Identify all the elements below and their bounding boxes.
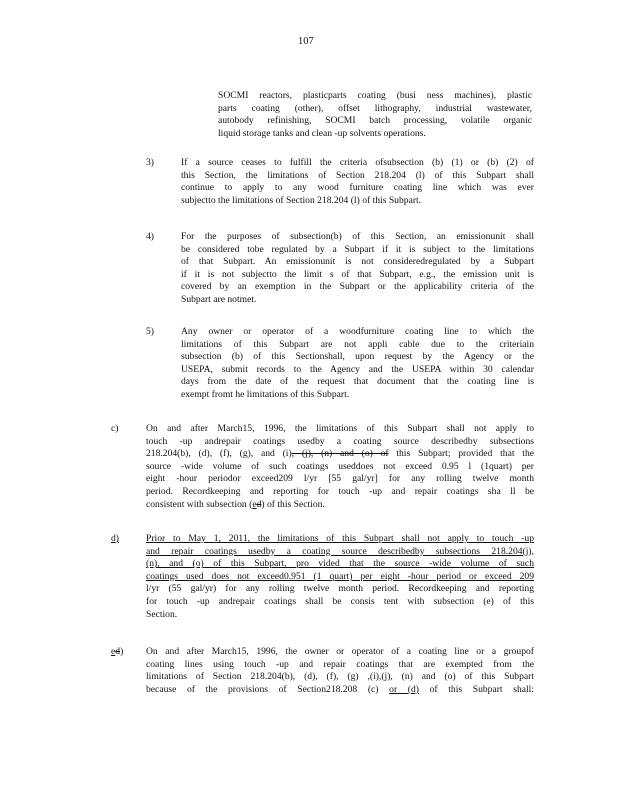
text-run: consistent with subsection ( xyxy=(146,498,253,510)
text-line: USEPA, submit records to the Agency and the USEPA within 30 calendar xyxy=(181,363,534,375)
inserted-text: e xyxy=(111,646,116,657)
text-line: l/yr (55 gal/yr) for any rolling twelve month period. Recordkeeping and reporting xyxy=(146,583,534,595)
deleted-text: d xyxy=(256,498,262,510)
text-run: 218.204(b), (d), (f), (g), and (i) xyxy=(146,448,292,460)
text-line: On and after March15, 1996, the owner or operator of a coating line or a groupof xyxy=(146,646,534,657)
text-line: Any owner or operator of a woodfurniture coating line to which the xyxy=(181,326,534,337)
inserted-line: Prior to May 1, 2011, the limitations of this Subpart shall not apply to touch -up xyxy=(146,533,534,544)
item-5-marker: 5) xyxy=(146,326,154,337)
item-e-marker xyxy=(111,646,123,659)
continuation-paragraph xyxy=(218,90,532,140)
text-line xyxy=(146,448,534,461)
item-c-paragraph xyxy=(146,423,534,511)
inserted-line: coatings used does not exceed0.951 (1 quart) per eight -hour period or exceed 209 xyxy=(146,570,534,582)
text-line xyxy=(146,499,534,512)
text-line: of that Subpart. An emissionunit is not consideredregulated by a Subpart xyxy=(181,256,534,268)
item-4-marker: 4) xyxy=(146,231,154,242)
text-line: be considered tobe regulated by a Subpart if it is subject to the limitations xyxy=(181,243,534,255)
text-line: limitations of Section 218.204(b), (d), (f), (g) ,(i),(j), (n) and (o) of this Subpart xyxy=(146,671,534,683)
item-d-paragraph xyxy=(146,533,534,621)
text-line: this Section, the limitations of Section 218.204 (l) of this Subpart shall xyxy=(181,169,534,181)
item-e-paragraph xyxy=(146,646,534,696)
inserted-line: and repair coatings usedby a coating source describedby subsections 218.204(j), xyxy=(146,545,534,557)
text-line: Section. xyxy=(146,608,178,620)
text-line: subjectto the limitations of Section 218.204 (l) of this Subpart. xyxy=(181,194,422,206)
text-line: subsection (b) of this Sectionshall, upon request by the Agency or the xyxy=(181,351,534,363)
item-3-marker: 3) xyxy=(146,157,154,168)
text-line: If a source ceases to fulfill the criteria ofsubsection (b) (1) or (b) (2) of xyxy=(181,157,534,168)
text-line: On and after March15, 1996, the limitations of this Subpart shall not apply to xyxy=(146,423,534,434)
text-line xyxy=(146,684,534,697)
text-line: continue to apply to any wood furniture coating line which was ever xyxy=(181,182,534,194)
item-c-marker: c) xyxy=(111,423,119,434)
text-run: of this Subpart shall: xyxy=(418,683,535,695)
inserted-line: (n), and (o) of this Subpart, pro vided that the source -wide volume of such xyxy=(146,558,534,570)
text-line: autobody refinishing, SOCMI batch processing, volatile organic xyxy=(218,115,532,127)
text-line: eight -hour periodor exceed209 l/yr [55 gal/yr] for any rolling twelve month xyxy=(146,473,534,485)
text-line: for touch -up andrepair coatings shall be consis tent with subsection (e) of this xyxy=(146,595,534,607)
inserted-text: e xyxy=(252,498,257,510)
text-line: SOCMI reactors, plasticparts coating (busi ness machines), plastic xyxy=(218,90,532,101)
text-line: parts coating (other), offset lithography, industrial wastewater, xyxy=(218,102,532,114)
text-run: ) of this Section. xyxy=(261,498,325,510)
text-line: liquid storage tanks and clean -up solvents operations. xyxy=(218,127,426,139)
text-line: limitations of this Subpart are not appli cable due to the criteriain xyxy=(181,338,534,350)
text-run: ) xyxy=(120,646,124,657)
page-number: 107 xyxy=(298,36,314,47)
text-line: source -wide volume of such coatings useddoes not exceed 0.95 l (1quart) per xyxy=(146,460,534,472)
deleted-text: d xyxy=(115,646,121,657)
text-line: period. Recordkeeping and reporting for touch -up and repair coatings sha ll be xyxy=(146,485,534,497)
text-line: exempt fromt he limitations of this Subpart. xyxy=(181,388,350,400)
text-line: if it is not subjectto the limit s of that Subpart, e.g., the emission unit is xyxy=(181,268,534,280)
text-line: touch -up andrepair coatings usedby a coating source describedby subsections xyxy=(146,435,534,447)
text-line: Subpart are notmet. xyxy=(181,293,257,305)
text-line: For the purposes of subsection(b) of this Section, an emissionunit shall xyxy=(181,231,534,242)
text-run: because of the provisions of Section218.208 (c) xyxy=(146,683,390,695)
inserted-text: or (d) xyxy=(389,683,419,695)
deleted-text: , (j), (n) and (o) of xyxy=(291,448,389,460)
item-3-paragraph xyxy=(181,157,534,207)
text-run: this Subpart; provided that the xyxy=(388,448,534,460)
item-4-paragraph xyxy=(181,231,534,307)
text-line: days from the date of the request that document that the coating line is xyxy=(181,376,534,388)
item-5-paragraph xyxy=(181,326,534,402)
text-line: coating lines using touch -up and repair coatings that are exempted from the xyxy=(146,658,534,670)
text-line: covered by an exemption in the Subpart or the applicability criteria of the xyxy=(181,281,534,293)
item-d-marker: d) xyxy=(111,533,119,544)
